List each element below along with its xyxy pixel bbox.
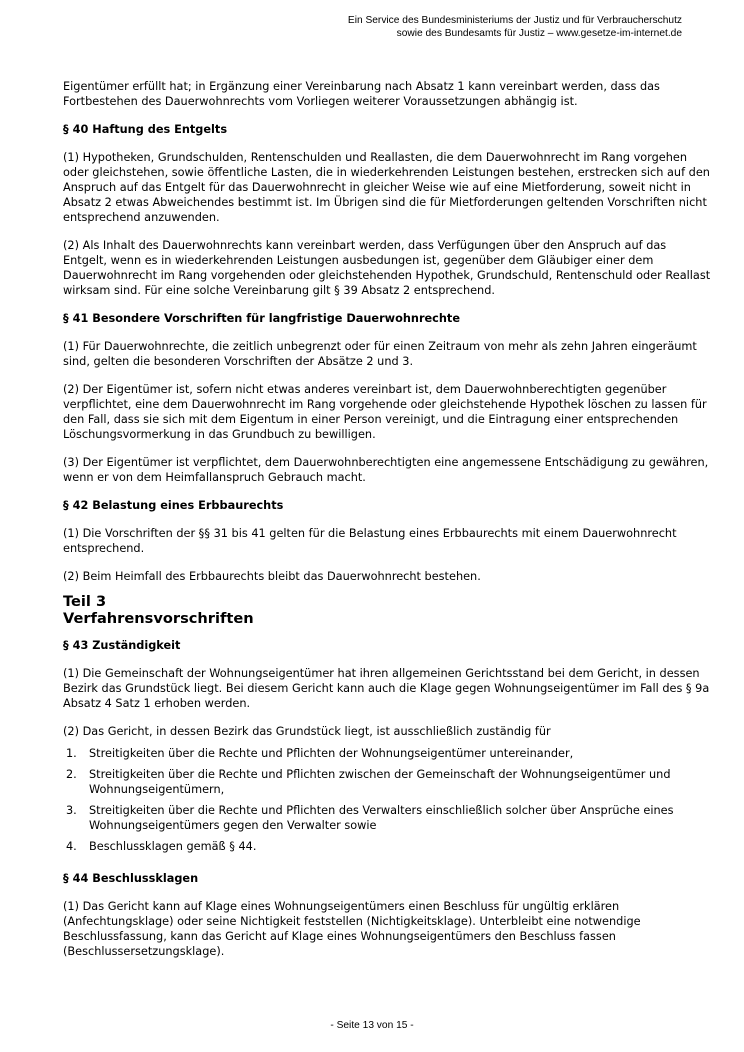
list-item-text: Streitigkeiten über die Rechte und Pflichten der Wohnungseigentümer untereinander, (89, 747, 574, 760)
section-40-paragraph-2: (2) Als Inhalt des Dauerwohnrechts kann vereinbart werden, dass Verfügungen über den Anspruch auf das Entgelt, wenn es in wiederkehrenden Leistungen ausbedungen ist, gegenüber dem Gläubiger einer dem Dauerwohnrecht im Rang vorgehenden oder gleichstehenden Hypothek, Grundschuld, Rentenschuld oder Reallast wirksam sind. Für eine solche Vereinbarung gilt § 39 Absatz 2 entsprechend. (63, 239, 711, 297)
part-heading (63, 593, 711, 627)
part-title: Verfahrensvorschriften (63, 610, 254, 627)
header-line-1: Ein Service des Bundesministeriums der Justiz und für Verbraucherschutz (347, 15, 682, 26)
section-43-heading: § 43 Zuständigkeit (63, 639, 181, 652)
list-item-number: 4. (66, 840, 77, 853)
list-item-number: 3. (66, 804, 77, 817)
list-item (63, 803, 711, 833)
part-number: Teil 3 (63, 593, 107, 610)
section-43-paragraph-1: (1) Die Gemeinschaft der Wohnungseigentümer hat ihren allgemeinen Gerichtsstand bei dem Gericht, in dessen Bezirk das Grundstück liegt. Bei diesem Gericht kann auch die Klage gegen Wohnungseigentümer im Fall des § 9a Absatz 4 Satz 1 erhoben werden. (63, 667, 710, 710)
section-42-paragraph-1: (1) Die Vorschriften der §§ 31 bis 41 gelten für die Belastung eines Erbbaurechts mit einem Dauerwohnrecht entsprechend. (63, 527, 677, 555)
document-body (63, 79, 711, 972)
list-item (63, 767, 711, 797)
section-42-heading: § 42 Belastung eines Erbbaurechts (63, 499, 284, 512)
section-44-heading: § 44 Beschlussklagen (63, 872, 199, 885)
section-41-heading: § 41 Besondere Vorschriften für langfristige Dauerwohnrechte (63, 312, 460, 325)
header-line-2: sowie des Bundesamts für Justiz ‒ www.gesetze-im-internet.de (396, 28, 682, 39)
list-item-text: Streitigkeiten über die Rechte und Pflichten zwischen der Gemeinschaft der Wohnungseigentümer und Wohnungseigentümern, (89, 768, 671, 796)
section-43-paragraph-2: (2) Das Gericht, in dessen Bezirk das Grundstück liegt, ist ausschließlich zuständig für (63, 725, 551, 738)
page-number: - Seite 13 von 15 - (330, 1020, 414, 1031)
section-40-heading: § 40 Haftung des Entgelts (63, 123, 228, 136)
section-41-paragraph-3: (3) Der Eigentümer ist verpflichtet, dem Dauerwohnberechtigten eine angemessene Entschädigung zu gewähren, wenn er von dem Heimfallanspruch Gebrauch macht. (63, 456, 709, 484)
section-44-paragraph-1: (1) Das Gericht kann auf Klage eines Wohnungseigentümers einen Beschluss für ungültig erklären (Anfechtungsklage) oder seine Nichtigkeit feststellen (Nichtigkeitsklage). Unterbleibt eine notwendige Beschlussfassung, kann das Gericht auf Klage eines Wohnungseigentümers den Beschluss fassen (Beschlussersetzungsklage). (63, 900, 641, 958)
section-43-list (63, 746, 711, 854)
section-42-paragraph-2: (2) Beim Heimfall des Erbbaurechts bleibt das Dauerwohnrecht bestehen. (63, 570, 481, 583)
list-item (63, 839, 711, 854)
section-41-paragraph-1: (1) Für Dauerwohnrechte, die zeitlich unbegrenzt oder für einen Zeitraum von mehr als zehn Jahren eingeräumt sind, gelten die besonderen Vorschriften der Absätze 2 und 3. (63, 340, 697, 368)
list-item (63, 746, 711, 761)
list-item-number: 1. (66, 747, 77, 760)
page-header (182, 14, 682, 40)
section-40-paragraph-1: (1) Hypotheken, Grundschulden, Rentenschulden und Reallasten, die dem Dauerwohnrecht im Rang vorgehen oder gleichstehen, sowie öffentliche Lasten, die in wiederkehrenden Leistungen bestehen, erstrecken sich auf den Anspruch auf das Entgelt für das Dauerwohnrecht in gleicher Weise wie auf eine Mietforderung, soweit nicht in Absatz 2 etwas Abweichendes bestimmt ist. Im Übrigen sind die für Mietforderungen geltenden Vorschriften nicht entsprechend anzuwenden. (63, 151, 710, 224)
list-item-text: Beschlussklagen gemäß § 44. (89, 840, 257, 853)
intro-paragraph: Eigentümer erfüllt hat; in Ergänzung einer Vereinbarung nach Absatz 1 kann vereinbart werden, dass das Fortbestehen des Dauerwohnrechts vom Vorliegen weiterer Voraussetzungen abhängig ist. (63, 80, 660, 108)
list-item-text: Streitigkeiten über die Rechte und Pflichten des Verwalters einschließlich solcher über Ansprüche eines Wohnungseigentümers gegen den Verwalter sowie (89, 804, 674, 832)
section-41-paragraph-2: (2) Der Eigentümer ist, sofern nicht etwas anderes vereinbart ist, dem Dauerwohnberechtigten gegenüber verpflichtet, eine dem Dauerwohnrecht im Rang vorgehende oder gleichstehende Hypothek löschen zu lassen für den Fall, dass sie sich mit dem Eigentum in einer Person vereinigt, und die Eintragung einer entsprechenden Löschungsvormerkung in das Grundbuch zu bewilligen. (63, 383, 707, 441)
list-item-number: 2. (66, 768, 77, 781)
